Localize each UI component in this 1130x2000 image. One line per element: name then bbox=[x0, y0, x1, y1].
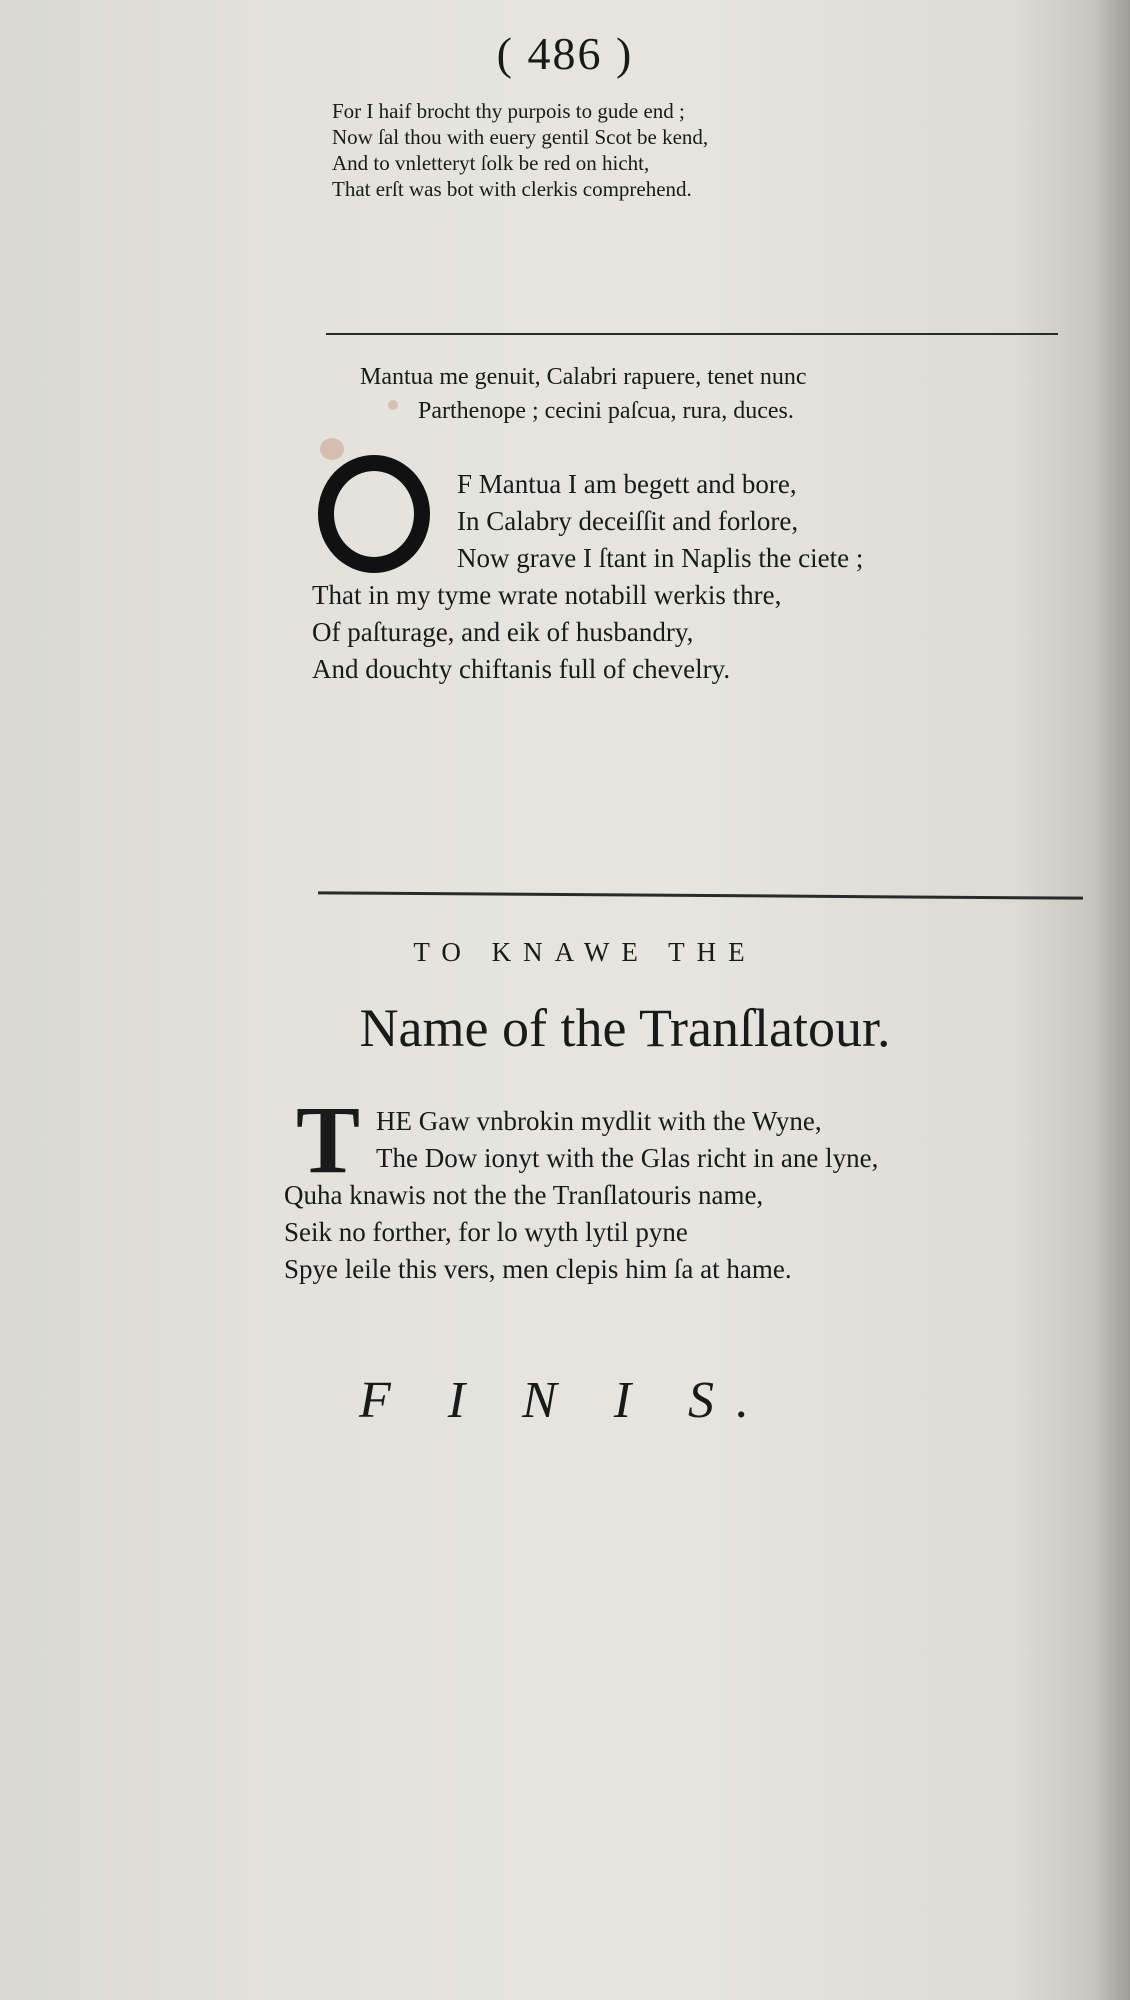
section-heading-small: TO KNAWE THE bbox=[413, 937, 757, 967]
verse-line: The Dow ionyt with the Glas richt in ane lyne, bbox=[376, 1143, 879, 1173]
verse-line: Of paſturage, and eik of husbandry, bbox=[312, 617, 694, 647]
drop-cap-t: T bbox=[296, 1086, 361, 1193]
section-rule bbox=[318, 891, 1083, 899]
translator-name-verse bbox=[284, 1103, 878, 1288]
foxing-spot bbox=[320, 438, 344, 460]
verse-line: In Calabry deceiſſit and forlore, bbox=[457, 506, 799, 536]
verse-line: Now grave I ſtant in Naplis the ciete ; bbox=[457, 543, 864, 573]
epigraph-line: Mantua me genuit, Calabri rapuere, tenet nunc bbox=[360, 364, 807, 390]
verse-line: Seik no forther, for lo wyth lytil pyne bbox=[284, 1217, 688, 1247]
verse-line: And douchty chiftanis full of chevelry. bbox=[312, 654, 731, 684]
section-heading-large: Name of the Tranſlatour. bbox=[359, 998, 891, 1058]
page-number: ( 486 ) bbox=[496, 28, 634, 79]
stanza-line: For I haif brocht thy purpois to gude end ; bbox=[332, 99, 685, 123]
epigraph-line: Parthenope ; cecini paſcua, rura, duces. bbox=[418, 398, 794, 424]
stanza-line: Now ſal thou with euery gentil Scot be kend, bbox=[332, 125, 709, 149]
finis-mark: F I N I S. bbox=[358, 1372, 772, 1429]
stanza-line: That erſt was bot with clerkis comprehend. bbox=[332, 177, 692, 201]
verse-line: F Mantua I am begett and bore, bbox=[457, 469, 797, 499]
latin-epigraph bbox=[360, 360, 807, 428]
verse-line: That in my tyme wrate notabill werkis thre, bbox=[312, 580, 782, 610]
verse-line: Quha knawis not the the Tranſlatouris name, bbox=[284, 1180, 764, 1210]
stanza-line: And to vnletteryt ſolk be red on hicht, bbox=[332, 151, 650, 175]
verse-line: Spye leile this vers, men clepis him ſa at hame. bbox=[284, 1254, 792, 1284]
verse-line: HE Gaw vnbrokin mydlit with the Wyne, bbox=[376, 1106, 822, 1136]
section-rule bbox=[326, 333, 1058, 335]
virgil-epitaph-verse bbox=[312, 466, 863, 688]
closing-stanza bbox=[332, 98, 708, 202]
